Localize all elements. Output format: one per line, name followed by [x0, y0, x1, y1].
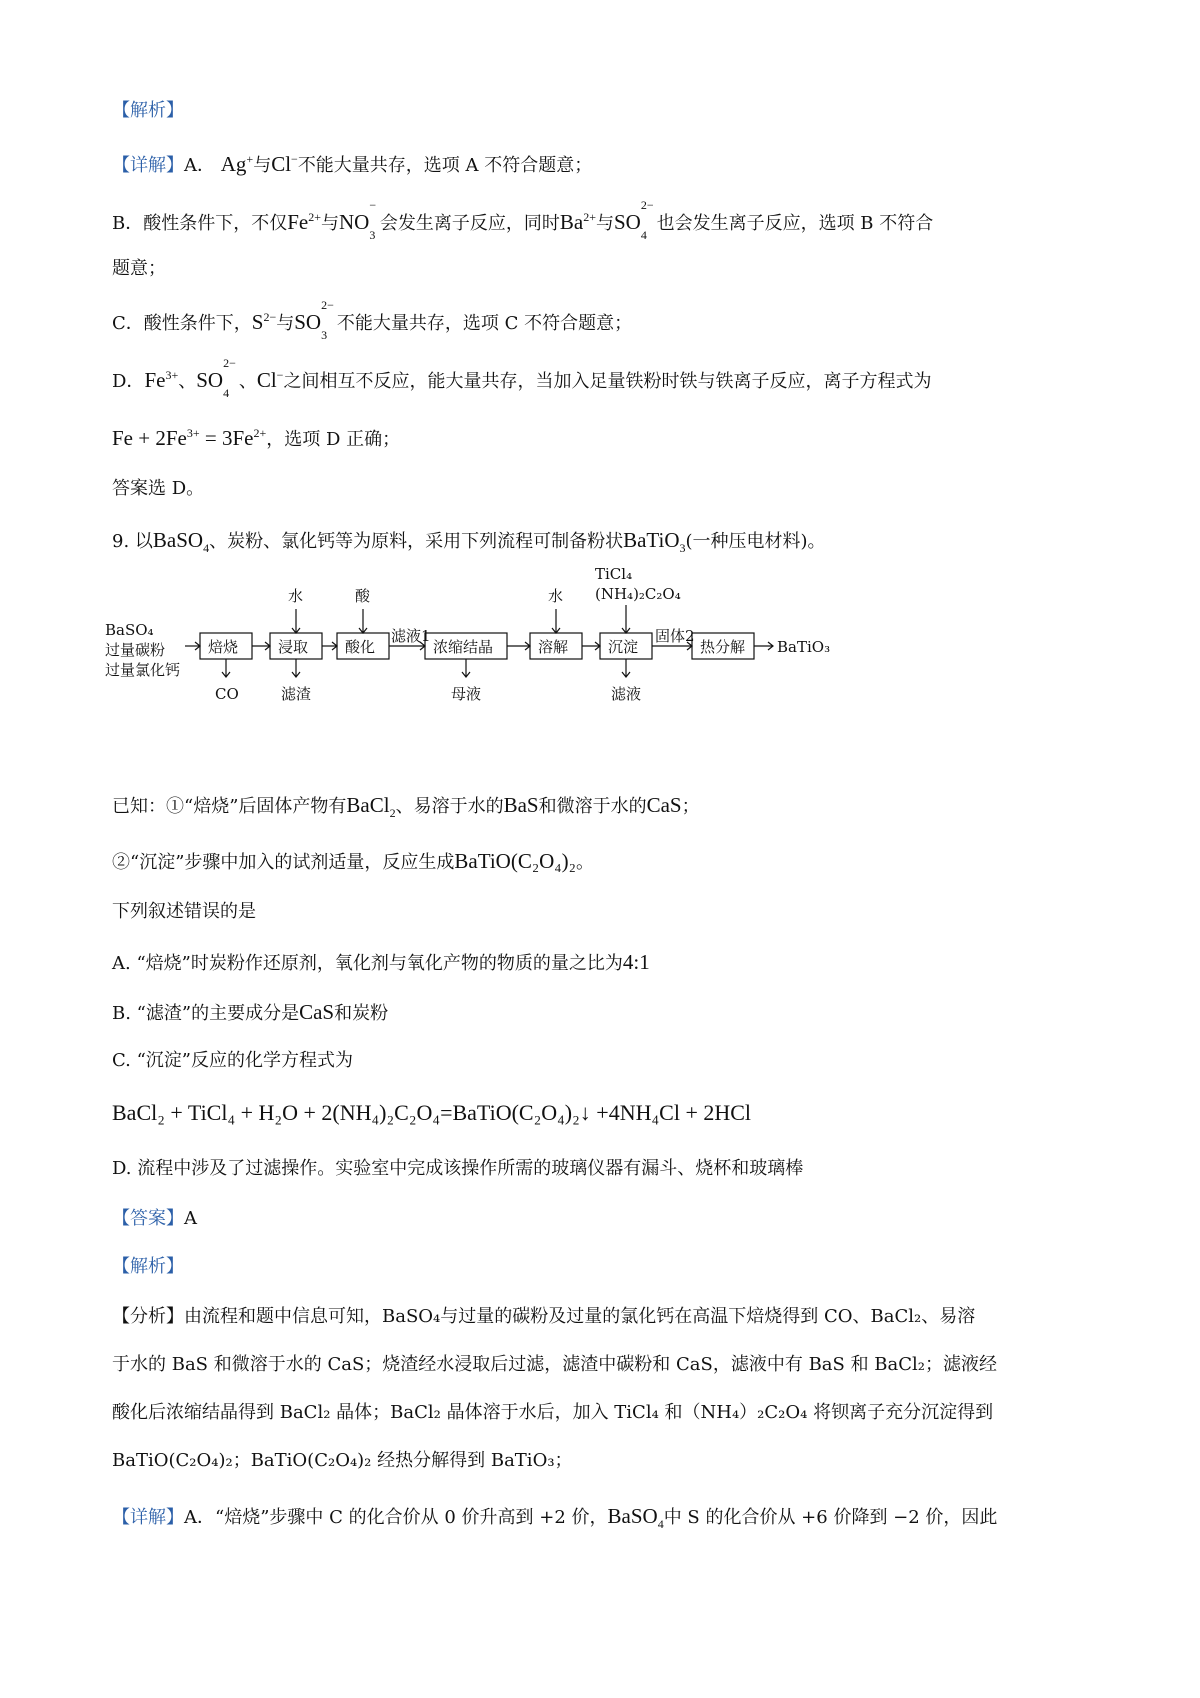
ion-fe2: $Fe^{2+}$ [287, 210, 322, 234]
answer-value: A [184, 1208, 197, 1229]
flow-step-dissolve: 溶解 [538, 638, 569, 656]
answer-row [112, 1208, 197, 1230]
ion-s2: $S^{2-}$ [251, 310, 277, 334]
bacl2-formula: BaCl$_2$ [346, 793, 396, 821]
baso4-formula: BaSO$_4$ [152, 528, 210, 556]
bas-formula: BaS [503, 793, 539, 817]
process-flow-diagram [105, 565, 905, 775]
detail-line-b2: 题意； [112, 258, 166, 279]
flow-step-precipitate: 沉淀 [608, 638, 639, 656]
flow-filtrate: 滤液 [611, 685, 642, 703]
flow-residue: 滤渣 [281, 685, 312, 703]
flow-filtrate-1: 滤液1 [391, 627, 431, 645]
ion-so4: SO 2− 4 [613, 198, 654, 242]
known-2: ②“沉淀”步骤中加入的试剂适量，反应生成BaTiO(C₂O₄)₂。 [112, 849, 594, 873]
option-a: A. “焙烧”时炭粉作还原剂，氧化剂与氧化产物的物质的量之比为4:1 [112, 950, 650, 974]
answer-line: 答案选 D。 [112, 478, 205, 499]
ion-ag: Ag+ [220, 152, 254, 176]
analysis-line-3: 酸化后浓缩结晶得到 BaCl₂ 晶体；BaCl₂ 晶体溶于水后，加入 TiCl₄ 和（NH₄）₂C₂O₄ 将钡离子充分沉淀得到 [112, 1402, 994, 1423]
ion-cl: Cl− [271, 152, 298, 176]
known-1: 已知：①“焙烧”后固体产物有BaCl$_2$、易溶于水的BaS和微溶于水的CaS； [112, 793, 700, 821]
flow-input-2: 过量碳粉 [105, 641, 166, 659]
ion-no3: NO − 3 [339, 198, 377, 242]
flow-oxalate: (NH₄)₂C₂O₄ [595, 585, 681, 603]
detail-line-a: 【详解】A． Ag+与Cl−不能大量共存，选项 A 不符合题意； [112, 152, 593, 176]
fe-equation: $Fe + 2Fe^{3+} = 3Fe^{2+}$ [112, 426, 267, 450]
flow-co: CO [215, 685, 239, 703]
ion-cl-b: Cl− [256, 368, 284, 392]
detail-line-c: C．酸性条件下，$S^{2-}$与SO 2− 3 不能大量共存，选项 C 不符合题意； [112, 298, 633, 342]
flow-mother-liquor: 母液 [451, 685, 482, 703]
ion-ba: $Ba^{2+}$ [559, 210, 596, 234]
detail-tag: 【详解】 [112, 155, 184, 176]
ion-so3: SO 2− 3 [294, 298, 334, 342]
detail-final-line: 【详解】A．“焙烧”步骤中 C 的化合价从 0 价升高到 +2 价，BaSO$_4$中 S 的化合价从 +6 价降到 −2 价，因此 [112, 1504, 998, 1532]
analysis-line-2: 于水的 BaS 和微溶于水的 CaS；烧渣经水浸取后过滤，滤渣中碳粉和 CaS，滤液中有 BaS 和 BaCl₂；滤液经 [112, 1354, 998, 1375]
flow-step-concentrate: 浓缩结晶 [433, 638, 494, 656]
option-d: D. 流程中涉及了过滤操作。实验室中完成该操作所需的玻璃仪器有漏斗、烧杯和玻璃棒 [112, 1158, 804, 1179]
flow-water-1: 水 [288, 587, 304, 605]
option-c: C. “沉淀”反应的化学方程式为 [112, 1050, 353, 1071]
baso4-formula-2: BaSO$_4$ [607, 1504, 664, 1532]
analysis-heading: 【解析】 [112, 100, 184, 121]
question-9-stem: 9. 以BaSO$_4$、炭粉、氯化钙等为原料，采用下列流程可制备粉状BaTiO$_3$(一种压电材料)。 [112, 528, 826, 556]
question-text: 下列叙述错误的是 [112, 901, 256, 922]
flow-step-acidify: 酸化 [345, 638, 376, 656]
flow-input-1: BaSO₄ [105, 621, 154, 639]
flow-acid: 酸 [355, 587, 371, 605]
option-c-equation: BaCl₂ + TiCl₄ + H₂O + 2(NH₄)₂C₂O₄=BaTiO(C₂O₄)₂↓ +4NH₄Cl + 2HCl [112, 1100, 752, 1125]
flow-step-decompose: 热分解 [700, 638, 746, 656]
answer-tag: 【答案】 [112, 1208, 184, 1229]
flow-step-roast: 焙烧 [208, 638, 239, 656]
flow-ticl4: TiCl₄ [595, 565, 633, 583]
batio3-formula: BaTiO$_3$ [623, 528, 686, 556]
cas-formula: CaS [646, 793, 682, 817]
analysis-heading-2: 【解析】 [112, 1256, 184, 1277]
flow-water-2: 水 [548, 587, 564, 605]
option-b: B. “滤渣”的主要成分是CaS和炭粉 [112, 1000, 389, 1024]
analysis-line-4: BaTiO(C₂O₄)₂；BaTiO(C₂O₄)₂ 经热分解得到 BaTiO₃； [112, 1450, 573, 1471]
flow-output: BaTiO₃ [777, 638, 831, 656]
detail-line-b: B．酸性条件下，不仅$Fe^{2+}$与NO − 3 会发生离子反应，同时$Ba^{2+}$与SO 2− 4 也会发生离子反应，选项 B 不符合 [112, 198, 934, 242]
detail-line-d2: $Fe + 2Fe^{3+} = 3Fe^{2+}$，选项 D 正确； [112, 426, 401, 450]
detail-line-d: D．$Fe^{3+}$、SO 2− 4 、Cl−之间相互不反应，能大量共存，当加入足量铁粉时铁与铁离子反应，离子方程式为 [112, 356, 932, 400]
flow-solid-2: 固体2 [655, 627, 695, 645]
batioc2o4-formula: BaTiO(C₂O₄)₂ [454, 849, 576, 873]
ion-so4-b: SO 2− 4 [196, 356, 236, 400]
ion-fe3: $Fe^{3+}$ [144, 368, 179, 392]
flow-input-3: 过量氯化钙 [105, 661, 181, 679]
flow-step-leach: 浸取 [278, 638, 309, 656]
analysis-line-1: 【分析】由流程和题中信息可知，BaSO₄与过量的碳粉及过量的氯化钙在高温下焙烧得到 CO、BaCl₂、易溶 [112, 1306, 976, 1327]
